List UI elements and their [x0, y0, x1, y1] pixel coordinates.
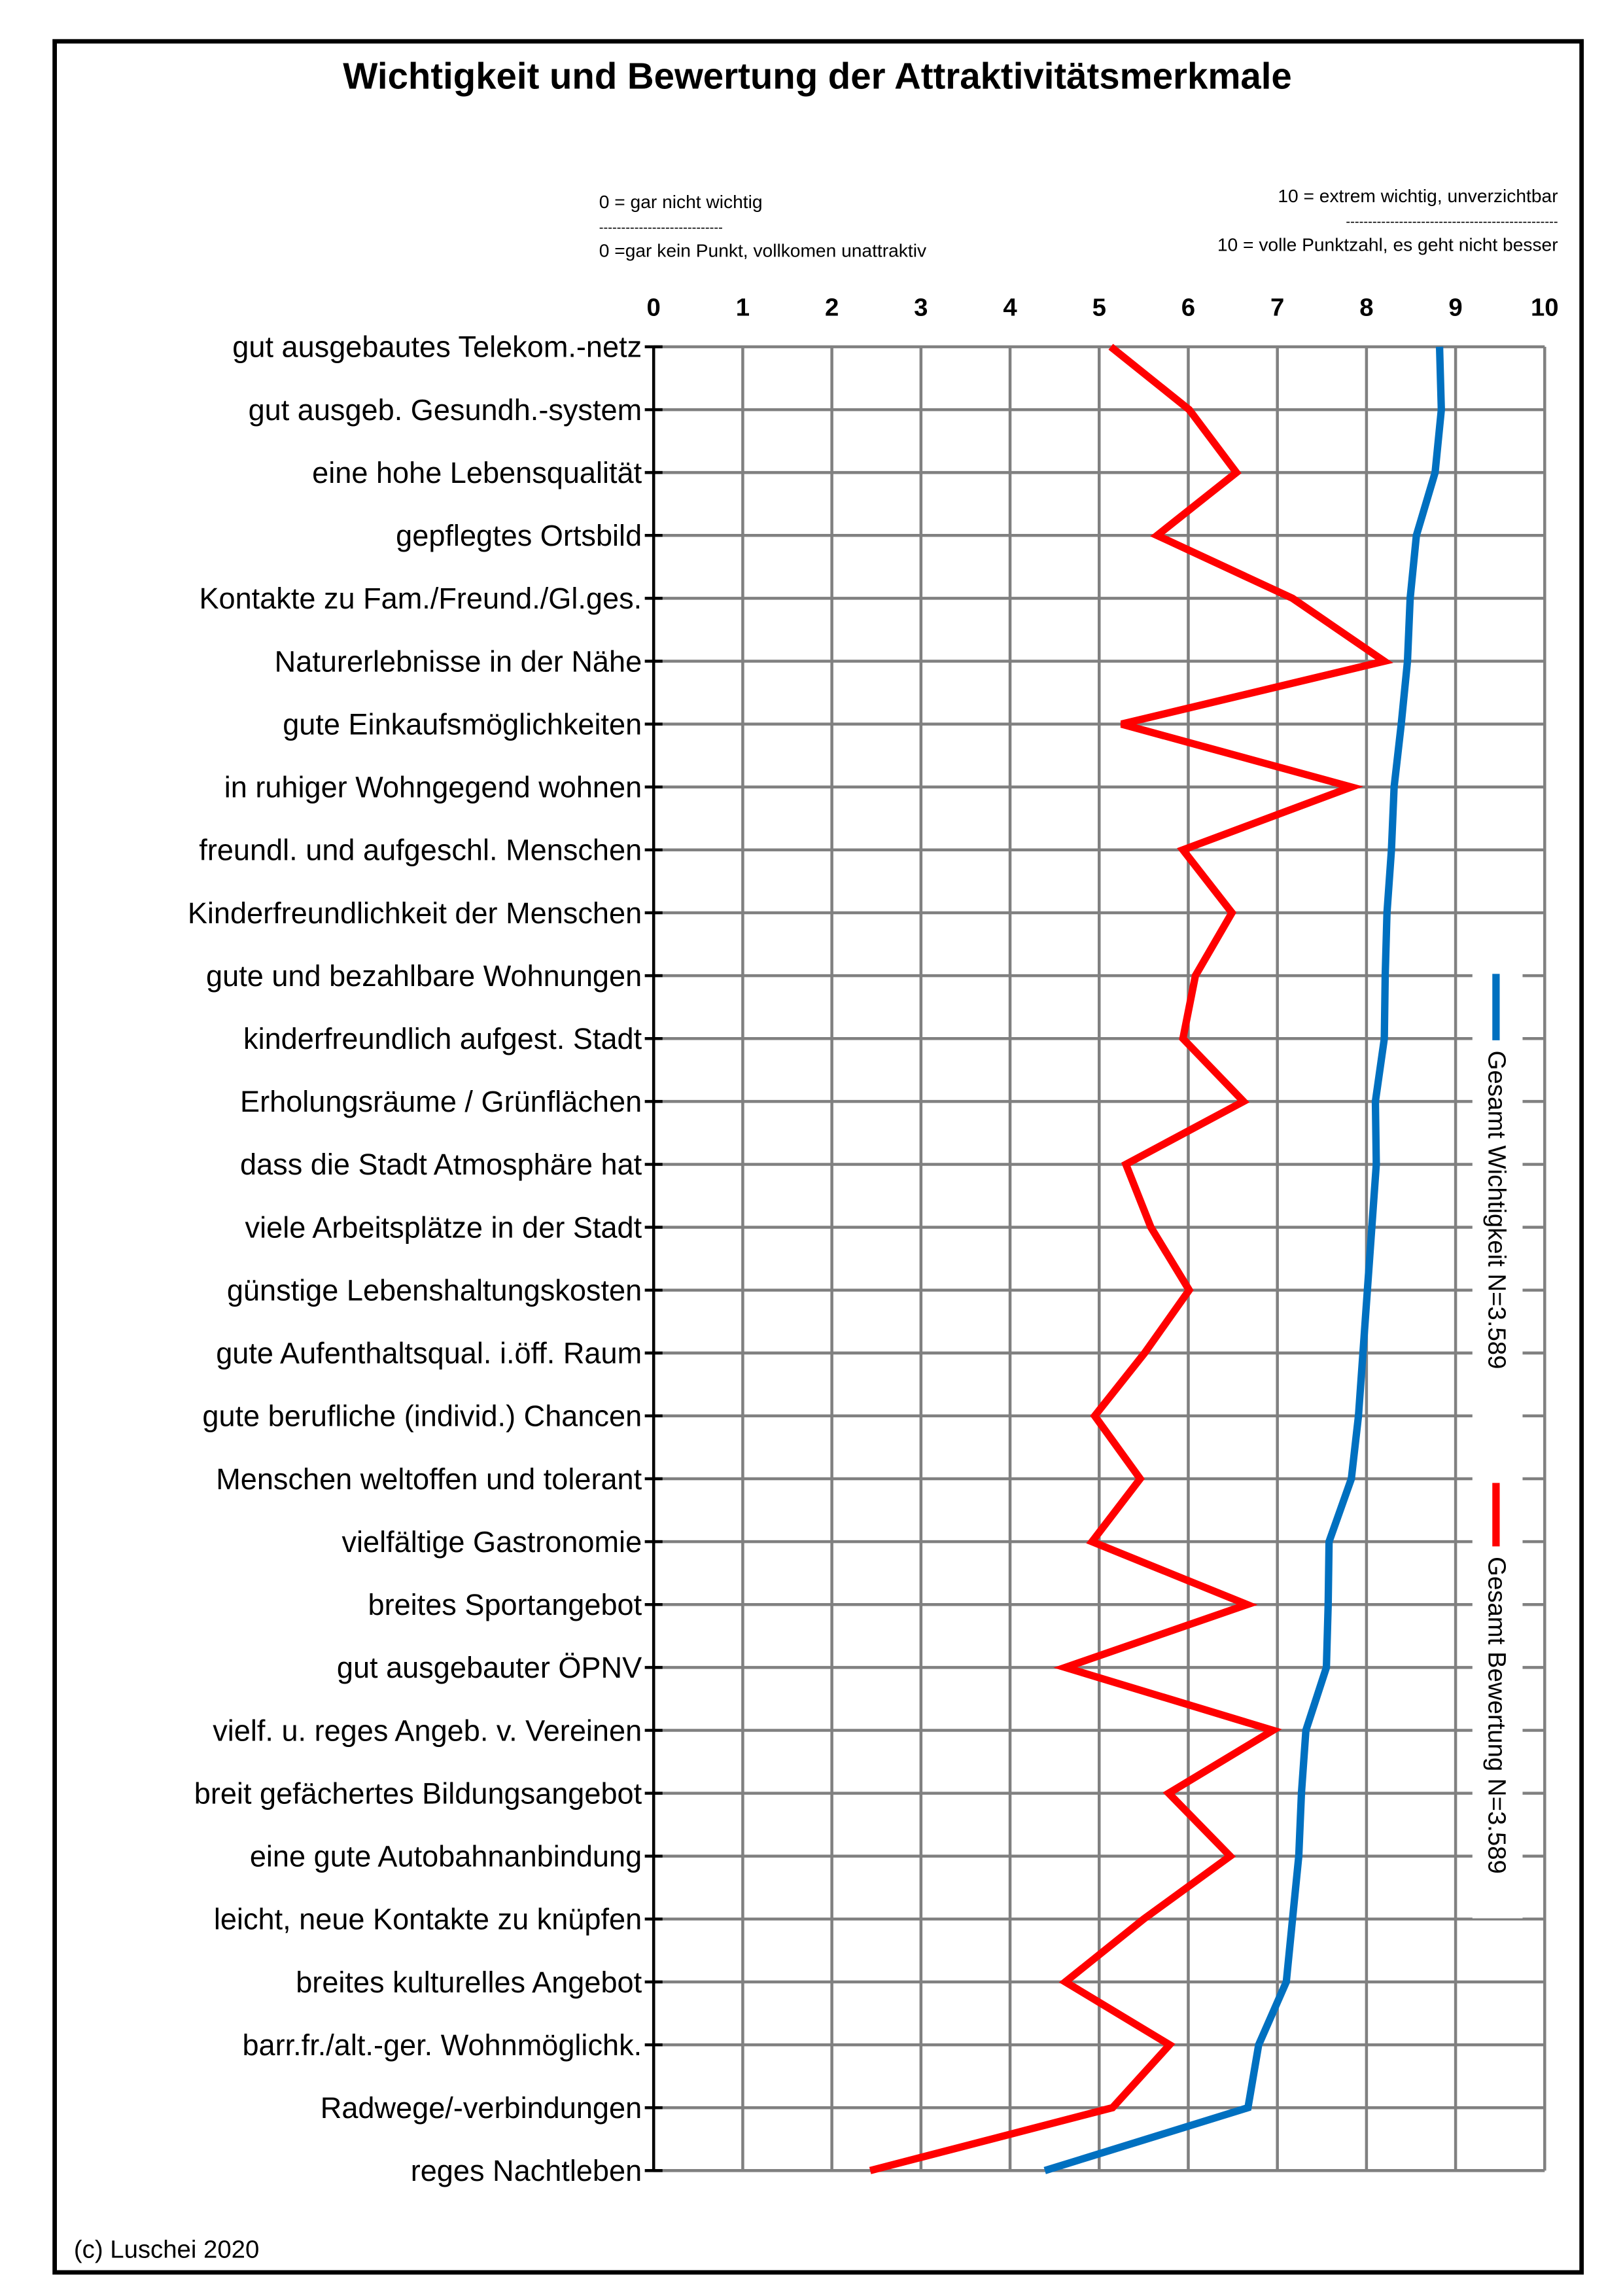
note-right-3: 10 = volle Punktzahl, es geht nicht besser [1217, 234, 1558, 255]
y-tick-label: in ruhiger Wohngegend wohnen [224, 770, 642, 804]
y-tick-label: gut ausgebauter ÖPNV [336, 1651, 642, 1685]
note-right-1: 10 = extrem wichtig, unverzichtbar [1278, 185, 1558, 206]
y-tick-label: leicht, neue Kontakte zu knüpfen [213, 1902, 642, 1936]
y-tick-label: gute und bezahlbare Wohnungen [206, 959, 642, 993]
y-tick-label: breit gefächertes Bildungsangebot [194, 1776, 642, 1810]
y-tick-label: Erholungsräume / Grünflächen [240, 1085, 642, 1119]
y-tick-label: eine hohe Lebensqualität [312, 455, 642, 489]
y-tick-label: viele Arbeitsplätze in der Stadt [245, 1210, 642, 1245]
y-tick-label: reges Nachtleben [410, 2154, 642, 2188]
y-tick-label: dass die Stadt Atmosphäre hat [239, 1148, 642, 1182]
y-tick-label: günstige Lebenshaltungskosten [226, 1273, 642, 1307]
x-tick-label: 10 [1530, 293, 1559, 322]
x-tick-label: 8 [1359, 293, 1374, 322]
x-tick-label: 9 [1448, 293, 1463, 322]
y-tick-label: gute berufliche (individ.) Chancen [202, 1399, 642, 1433]
x-tick-label: 0 [646, 293, 661, 322]
copyright: (c) Luschei 2020 [73, 2235, 260, 2264]
note-left-1: 0 = gar nicht wichtig [599, 190, 763, 212]
y-tick-label: Kontakte zu Fam./Freund./Gl.ges. [199, 582, 642, 616]
y-tick-label: Naturerlebnisse in der Nähe [274, 645, 642, 679]
legend-label-bewertung: Gesamt Bewertung N=3.589 [1482, 1557, 1511, 1874]
y-tick-label: kinderfreundlich aufgest. Stadt [243, 1022, 642, 1056]
y-tick-label: Menschen weltoffen und tolerant [216, 1462, 642, 1496]
note-left-3: 0 =gar kein Punkt, vollkomen unattraktiv [599, 239, 927, 261]
y-tick-label: breites Sportangebot [368, 1588, 642, 1622]
y-tick-label: gute Einkaufsmöglichkeiten [283, 707, 642, 741]
note-left-2: ---------------------------- [599, 221, 723, 236]
x-tick-label: 1 [735, 293, 750, 322]
x-tick-label: 3 [914, 293, 928, 322]
y-tick-label: gepflegtes Ortsbild [396, 519, 642, 553]
y-tick-label: barr.fr./alt.-ger. Wohnmöglichk. [242, 2028, 642, 2062]
y-tick-label: gut ausgebautes Telekom.-netz [232, 330, 642, 364]
y-tick-label: breites kulturelles Angebot [296, 1965, 642, 1999]
legend [1473, 915, 1523, 1918]
x-tick-label: 5 [1092, 293, 1106, 322]
y-tick-label: vielf. u. reges Angeb. v. Vereinen [213, 1714, 642, 1748]
x-tick-label: 2 [824, 293, 839, 322]
y-tick-label: vielfältige Gastronomie [341, 1525, 642, 1559]
x-tick-label: 7 [1270, 293, 1285, 322]
y-tick-label: Radwege/-verbindungen [320, 2091, 642, 2125]
chart-title: Wichtigkeit und Bewertung der Attraktivitätsmerkmale [343, 55, 1292, 97]
y-tick-label: gut ausgeb. Gesundh.-system [248, 393, 642, 427]
y-tick-label: Kinderfreundlichkeit der Menschen [187, 896, 642, 930]
y-tick-label: gute Aufenthaltsqual. i.öff. Raum [216, 1336, 642, 1370]
y-tick-label: eine gute Autobahnanbindung [249, 1839, 642, 1873]
y-tick-label: freundl. und aufgeschl. Menschen [199, 833, 642, 867]
x-tick-label: 4 [1003, 293, 1017, 322]
x-tick-label: 6 [1181, 293, 1196, 322]
note-right-2: ------------------------------------------------ [1346, 215, 1558, 230]
legend-label-wichtigkeit: Gesamt Wichtigkeit N=3.589 [1482, 1050, 1511, 1369]
